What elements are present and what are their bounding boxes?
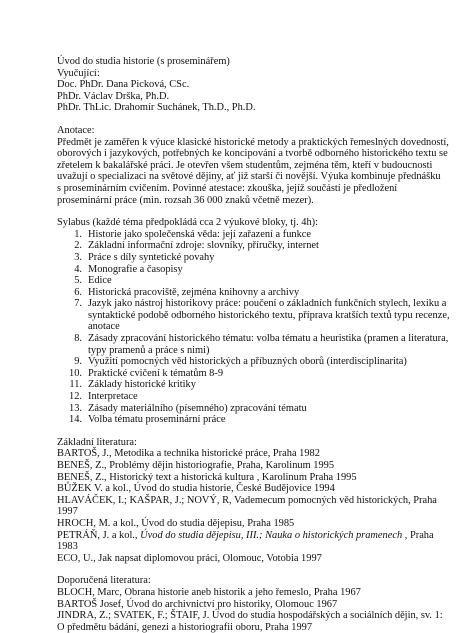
syllabus-item-text: Jazyk jako nástroj historikovy práce: poučení o základních funkčních stylech, lexiku a (88, 298, 447, 310)
syllabus-item-number (57, 321, 88, 333)
literature-entry (57, 530, 452, 542)
annotation-line: uvažují o specializaci na světové dějiny, ať již starší či novější. Výuka kombinuje přednášku (57, 171, 441, 183)
syllabus-item-number: 2. (74, 240, 82, 252)
syllabus-item-text: Historická pracoviště, zejména knihovny a archivy (88, 286, 300, 298)
syllabus-item-text: Praktické cvičení k tématům 8-9 (88, 367, 224, 379)
literature-entry-text: BARTOŠ Josef, Úvod do archivnictví pro historiky, Olomouc 1967 (57, 598, 338, 610)
teachers-label: Vyučující: (57, 67, 100, 79)
syllabus-item-text: Historie jako společenská věda: její zařazení a funkce (88, 228, 312, 240)
teacher-name: PhDr. ThLic. Drahomír Suchánek, Th.D., Ph.D. (57, 102, 256, 114)
syllabus-list (57, 229, 452, 426)
syllabus-item-number: 3. (74, 251, 82, 263)
recommended-literature-list (57, 587, 452, 633)
syllabus-item-number: 12. (69, 391, 82, 403)
syllabus-section (57, 217, 452, 426)
syllabus-item-text: Volba tématu proseminární práce (88, 414, 226, 426)
syllabus-item (57, 379, 452, 391)
literature-entry (57, 495, 452, 507)
syllabus-item-number (57, 345, 88, 357)
annotation-line: zřetelem k bakalářské práci. Je otevřen všem studentům, zejména těm, kteří v budoucnosti (57, 159, 433, 171)
syllabus-item (57, 368, 452, 380)
syllabus-item-text: typy pramenů a práce s nimi) (88, 344, 210, 356)
annotation-section (57, 125, 452, 206)
literature-entry-continuation: O předmětu bádání, genezi a historiografii oboru, Praha 1997 (57, 621, 313, 633)
syllabus-item-text: Využití pomocných věd historických a příbuzných oborů (interdisciplinarita) (88, 356, 407, 368)
syllabus-item-number: 14. (69, 414, 82, 426)
syllabus-item (57, 252, 452, 264)
syllabus-item-text: Edice (88, 275, 112, 287)
syllabus-item-number: 6. (74, 286, 82, 298)
syllabus-item-number (57, 310, 88, 322)
literature-entry (57, 472, 452, 484)
recommended-literature-section (57, 575, 452, 633)
syllabus-item-continuation (57, 321, 452, 333)
literature-entry (57, 460, 452, 472)
syllabus-item-text: anotace (88, 321, 120, 333)
syllabus-item-text: Základní informační zdroje: slovníky, příručky, internet (88, 240, 319, 252)
literature-entry (57, 483, 452, 495)
literature-entry (57, 587, 452, 599)
syllabus-item-number: 7. (74, 298, 82, 310)
annotation-line: oborových i jazykových, potřebných ke koncipování a tvorbě odborného historického textu se (57, 148, 448, 160)
literature-entry-text: BLOCH, Marc, Obrana historie aneb historik a jeho řemeslo, Praha 1967 (57, 586, 361, 598)
syllabus-item (57, 240, 452, 252)
literature-entry-text: , Praha (402, 529, 434, 541)
syllabus-item (57, 298, 452, 310)
annotation-line: proseminární práce (min. rozsah 36 000 znaků včetně mezer). (57, 194, 314, 206)
syllabus-item-text: Zásady materiálního (písemného) zpracování tématu (88, 402, 307, 414)
syllabus-item-number: 1. (74, 228, 82, 240)
syllabus-item (57, 403, 452, 415)
teacher-name: Doc. PhDr. Dana Picková, CSc. (57, 79, 190, 91)
syllabus-item-text: syntaktické podobě odborného historického textu, příprava kratších textů typu recenze, (88, 309, 450, 321)
syllabus-item (57, 333, 452, 345)
literature-entry-continuation: 1997 (57, 506, 78, 518)
syllabus-item (57, 414, 452, 426)
basic-literature-list (57, 448, 452, 564)
syllabus-item-number: 5. (74, 275, 82, 287)
literature-entry-text: HROCH, M. a kol., Úvod do studia dějepisu, Praha 1985 (57, 517, 295, 529)
teacher-name: PhDr. Václav Drška, Ph.D. (57, 90, 170, 102)
syllabus-item-text: Základy historické kritiky (88, 379, 196, 391)
syllabus-item-number: 10. (69, 367, 82, 379)
annotation-line: Předmět je zaměřen k výuce klasické historické metody a praktických řemeslných dovedností, (57, 136, 449, 148)
syllabus-item-text: Interpretace (88, 391, 138, 403)
syllabus-item-number: 9. (74, 356, 82, 368)
literature-entry-text: ECO, U., Jak napsat diplomovou práci, Olomouc, Votobia 1997 (57, 552, 322, 564)
course-title: Úvod do studia historie (s proseminářem) (57, 56, 230, 67)
literature-entry (57, 599, 452, 611)
recommended-literature-label: Doporučená literatura: (57, 575, 151, 587)
syllabus-item-number: 13. (69, 402, 82, 414)
literature-entry-text: BŮŽEK V. a kol., Úvod do studia historie, České Budějovice 1994 (57, 483, 335, 495)
syllabus-item-continuation (57, 345, 452, 357)
syllabus-item-continuation (57, 310, 452, 322)
syllabus-label: Sylabus (každé téma předpokládá cca 2 výukové bloky, tj. 4h): (57, 217, 319, 229)
basic-literature-label: Základní literatura: (57, 436, 137, 448)
course-header (57, 56, 452, 114)
basic-literature-section (57, 437, 452, 565)
syllabus-item-text: Zásady zpracování historického tématu: volba tématu a heuristika (pramen a literatura, (88, 333, 449, 345)
literature-entry-text: PETRÁŇ, J. a kol., (57, 529, 141, 541)
literature-entry-text: HLAVÁČEK, I.; KAŠPAR, J.; NOVÝ, R, Vademecum pomocných věd historických, Praha (57, 494, 437, 506)
literature-entry-text: BARTOŠ, J., Metodika a technika historické práce, Praha 1982 (57, 448, 320, 460)
syllabus-item (57, 275, 452, 287)
annotation-line: s proseminárním cvičením. Povinné atestace: zkouška, jejíž součástí je předložení (57, 182, 398, 194)
literature-entry (57, 610, 452, 622)
syllabus-item-text: Monografie a časopisy (88, 263, 183, 275)
syllabus-item-text: Práce s díly syntetické povahy (88, 251, 215, 263)
literature-entry (57, 518, 452, 530)
literature-entry (57, 553, 452, 565)
syllabus-item (57, 391, 452, 403)
literature-entry-italic-title: Úvod do studia dějepisu, III.; Nauka o historických pramenech (140, 529, 403, 541)
literature-entry-text: BENEŠ, Z., Historický text a historická kultura , Karolinum Praha 1995 (57, 471, 357, 483)
syllabus-item-number: 4. (74, 263, 82, 275)
syllabus-item (57, 264, 452, 276)
syllabus-item (57, 229, 452, 241)
literature-entry-text: JINDRA, Z.; SVATEK, F.; ŠTAIF, J. Úvod do studia hospodářských a sociálních dějin, sv. 1: (57, 610, 443, 622)
syllabus-item (57, 356, 452, 368)
literature-entry-continuation: 1983 (57, 541, 78, 553)
syllabus-item-number: 8. (74, 333, 82, 345)
annotation-label: Anotace: (57, 124, 95, 136)
syllabus-item (57, 287, 452, 299)
syllabus-item-number: 11. (69, 379, 82, 391)
literature-entry (57, 448, 452, 460)
literature-entry-text: BENEŠ, Z., Problémy dějin historiografie, Praha, Karolinum 1995 (57, 460, 335, 471)
